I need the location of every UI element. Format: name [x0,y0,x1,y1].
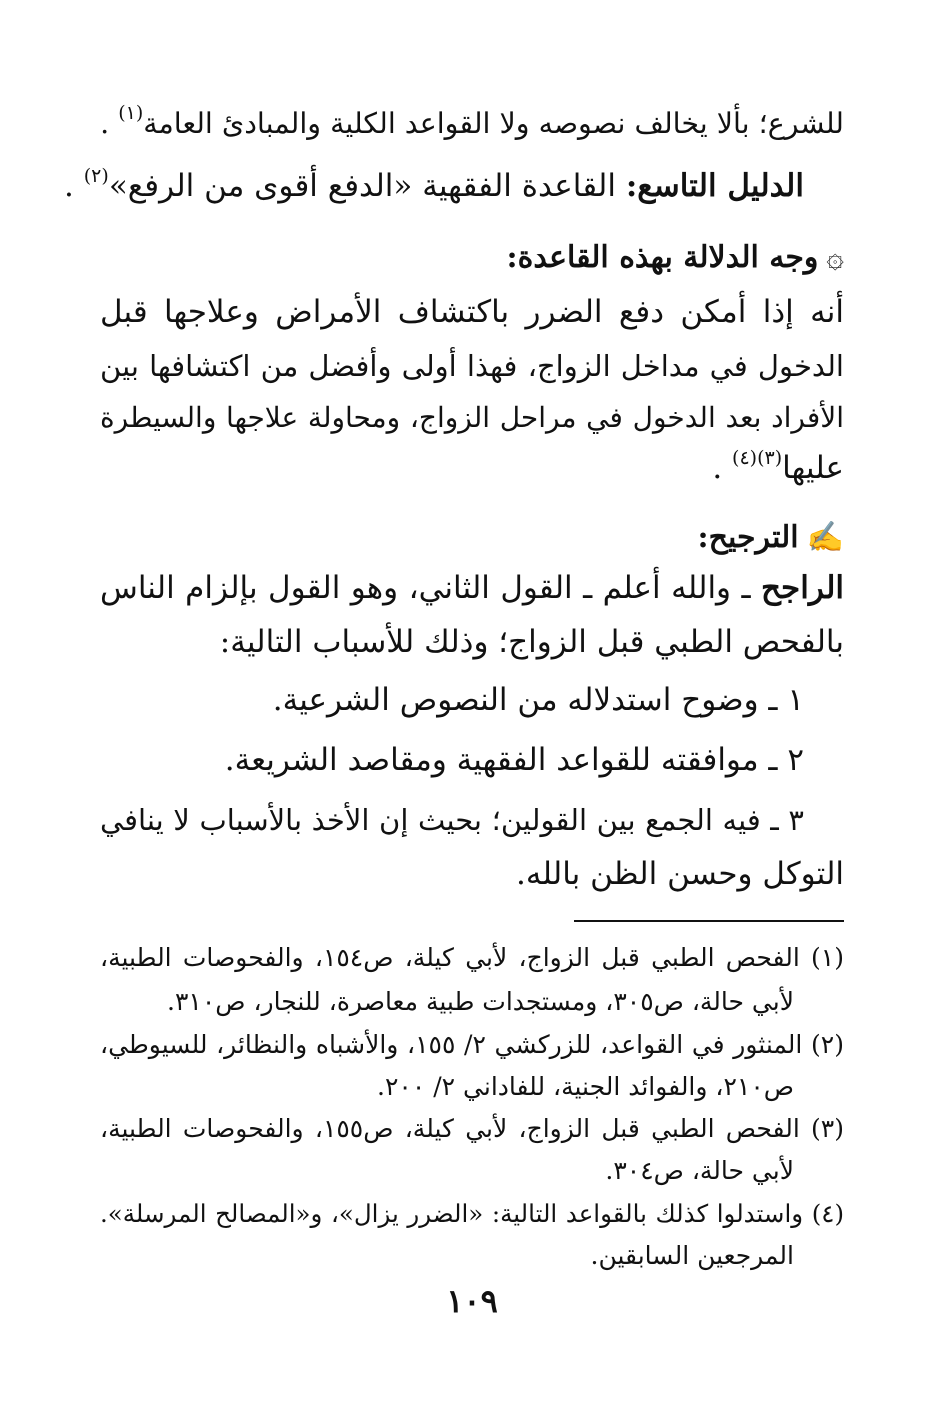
pen-icon: ✍ [806,520,844,555]
section1-last-end: . [712,450,723,486]
page-number: ١٠٩ [446,1282,498,1320]
section1-line-1: أنه إذا أمكن دفع الضرر باكتشاف الأمراض وعلاجها قبل [100,294,844,330]
rajih-label: الراجح [761,570,844,606]
reason-3: ٣ ـ فيه الجمع بين القولين؛ بحيث إن الأخذ بالأسباب لا ينافي [100,803,804,837]
section2-line-2: بالفحص الطبي قبل الزواج؛ وذلك للأسباب التالية: [219,624,844,660]
footnote-3-cont: لأبي حالة، ص٣٠٤. [605,1156,794,1185]
section1-heading-text: وجه الدلالة بهذه القاعدة: [506,240,819,275]
section1-line-4 [100,448,844,488]
daleel-label: الدليل التاسع: [625,168,804,204]
footnote-divider [574,920,844,922]
intro-text: للشرع؛ بألا يخالف نصوصه ولا القواعد الكلية والمبادئ العامة [143,107,844,140]
footnote-1: (١) الفحص الطبي قبل الزواج، لأبي كيلة، ص١٥٤، والفحوصات الطبية، [100,943,844,972]
footnote-4: (٤) واستدلوا كذلك بالقواعد التالية: «الضرر يزال»، و«المصالح المرسلة». [100,1199,844,1228]
section1-line-2: الدخول في مداخل الزواج، فهذا أولى وأفضل من اكتشافها بين [100,349,844,383]
footnote-ref-1: (١) [118,102,144,124]
section1-last-text: عليها [782,450,844,486]
footnote-3: (٣) الفحص الطبي قبل الزواج، لأبي كيلة، ص١٥٥، والفحوصات الطبية، [100,1114,844,1143]
rajih-text: ـ والله أعلم ـ القول الثاني، وهو القول بإلزام الناس [100,570,751,606]
footnote-ref-2: (٢) [83,165,109,187]
section2-heading-text: الترجيح: [697,520,799,555]
daleel-line-end: . [64,168,74,204]
footnote-2: (٢) المنثور في القواعد، للزركشي ٢/ ١٥٥، والأشباه والنظائر، للسيوطي، [100,1030,844,1059]
ornament-icon: ۞ [826,240,844,275]
section1-heading [100,238,844,278]
daleel-text: القاعدة الفقهية «الدفع أقوى من الرفع» [108,168,616,204]
footnote-refs-3-4: (٣)(٤) [732,447,783,469]
intro-line-1 [100,104,844,144]
reason-3-continuation: التوكل وحسن الظن بالله. [516,856,844,892]
section1-line-3: الأفراد بعد الدخول في مراحل الزواج، ومحاولة علاجها والسيطرة [100,401,844,434]
footnote-2-cont: ص٢١٠، والفوائد الجنية، للفاداني ٢/ ٢٠٠. [377,1072,794,1101]
reason-1: ١ ـ وضوح استدلاله من النصوص الشرعية. [272,682,804,718]
footnote-1-cont: لأبي حالة، ص٣٠٥، ومستجدات طبية معاصرة، للنجار، ص٣١٠. [167,987,794,1016]
footnote-4-cont: المرجعين السابقين. [590,1241,794,1270]
reason-2: ٢ ـ موافقته للقواعد الفقهية ومقاصد الشريعة. [224,742,804,778]
section2-heading [100,518,844,558]
section2-line-1 [100,568,844,608]
daleel-line [60,166,804,206]
intro-line-end: . [100,107,110,140]
